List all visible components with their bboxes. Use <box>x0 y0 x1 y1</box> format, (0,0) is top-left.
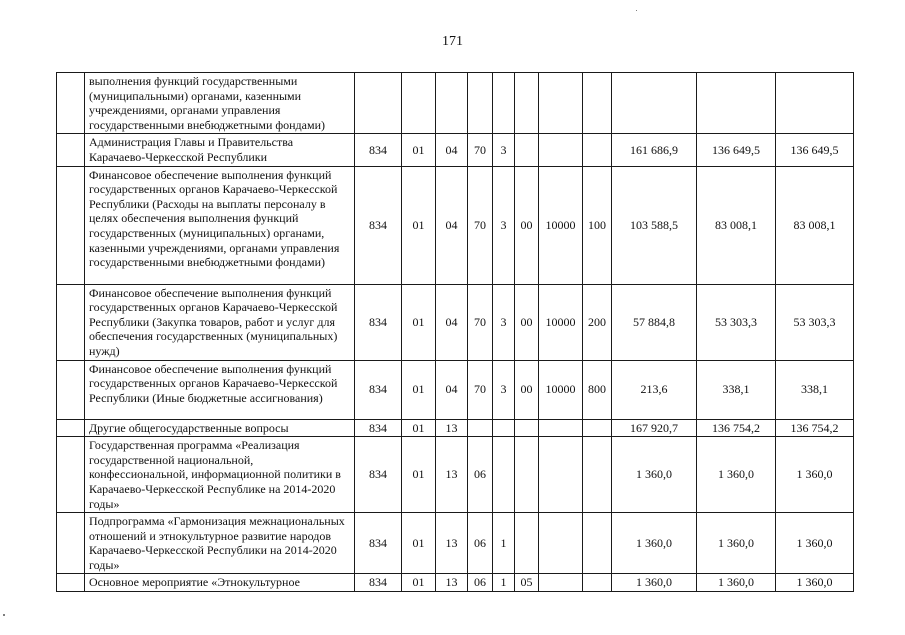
table-row <box>57 134 854 166</box>
ministry-code-cell: 834 <box>355 419 402 437</box>
page-number: 171 <box>442 34 463 49</box>
row-number-cell <box>57 419 85 437</box>
expense-type-cell <box>583 73 612 134</box>
section-cell: 01 <box>402 166 436 284</box>
expense-type-cell <box>583 513 612 574</box>
amount-year3-cell: 1 360,0 <box>776 437 854 513</box>
section-cell: 01 <box>402 419 436 437</box>
row-number-cell <box>57 166 85 284</box>
measure-cell <box>515 513 539 574</box>
program-cell: 70 <box>468 284 493 360</box>
subsection-cell <box>436 73 468 134</box>
amount-year1-cell: 167 920,7 <box>612 419 697 437</box>
table-row <box>57 437 854 513</box>
direction-cell <box>539 513 583 574</box>
direction-cell <box>539 134 583 166</box>
measure-cell: 00 <box>515 166 539 284</box>
direction-cell: 10000 <box>539 360 583 419</box>
measure-cell: 05 <box>515 574 539 592</box>
program-cell: 06 <box>468 437 493 513</box>
amount-year2-cell: 338,1 <box>697 360 776 419</box>
subprogram-cell: 3 <box>493 284 515 360</box>
amount-year2-cell: 53 303,3 <box>697 284 776 360</box>
subprogram-cell <box>493 437 515 513</box>
scan-speck <box>3 614 5 616</box>
measure-cell <box>515 73 539 134</box>
item-name-cell: Государственная программа «Реализация государственной национальной, конфессиональной, информационной политики в Карачаево-Черкесской Республике на 2014-2020 годы» <box>85 437 355 513</box>
row-number-cell <box>57 574 85 592</box>
row-number-cell <box>57 73 85 134</box>
expense-type-cell: 800 <box>583 360 612 419</box>
ministry-code-cell: 834 <box>355 166 402 284</box>
section-cell: 01 <box>402 134 436 166</box>
measure-cell: 00 <box>515 284 539 360</box>
amount-year2-cell: 136 754,2 <box>697 419 776 437</box>
amount-year1-cell: 161 686,9 <box>612 134 697 166</box>
ministry-code-cell: 834 <box>355 574 402 592</box>
amount-year3-cell: 136 754,2 <box>776 419 854 437</box>
program-cell: 70 <box>468 134 493 166</box>
direction-cell <box>539 437 583 513</box>
expense-type-cell <box>583 134 612 166</box>
amount-year1-cell: 1 360,0 <box>612 574 697 592</box>
amount-year3-cell: 338,1 <box>776 360 854 419</box>
item-name-cell: Финансовое обеспечение выполнения функций государственных органов Карачаево-Черкесской Республики (Иные бюджетные ассигнования) <box>85 360 355 419</box>
ministry-code-cell: 834 <box>355 134 402 166</box>
section-cell: 01 <box>402 284 436 360</box>
amount-year3-cell: 1 360,0 <box>776 513 854 574</box>
amount-year3-cell: 136 649,5 <box>776 134 854 166</box>
table-body <box>57 73 854 592</box>
subsection-cell: 13 <box>436 419 468 437</box>
row-number-cell <box>57 360 85 419</box>
direction-cell: 10000 <box>539 284 583 360</box>
expense-type-cell: 200 <box>583 284 612 360</box>
table-row <box>57 574 854 592</box>
subsection-cell: 13 <box>436 513 468 574</box>
program-cell: 06 <box>468 574 493 592</box>
subsection-cell: 04 <box>436 166 468 284</box>
section-cell <box>402 73 436 134</box>
ministry-code-cell <box>355 73 402 134</box>
subsection-cell: 04 <box>436 360 468 419</box>
amount-year1-cell: 1 360,0 <box>612 513 697 574</box>
program-cell <box>468 73 493 134</box>
amount-year3-cell: 1 360,0 <box>776 574 854 592</box>
budget-table <box>56 72 854 592</box>
ministry-code-cell: 834 <box>355 284 402 360</box>
subprogram-cell: 1 <box>493 574 515 592</box>
measure-cell: 00 <box>515 360 539 419</box>
direction-cell <box>539 419 583 437</box>
measure-cell <box>515 419 539 437</box>
ministry-code-cell: 834 <box>355 513 402 574</box>
amount-year1-cell: 213,6 <box>612 360 697 419</box>
amount-year2-cell: 1 360,0 <box>697 574 776 592</box>
table-row <box>57 166 854 284</box>
program-cell: 70 <box>468 360 493 419</box>
table-row <box>57 419 854 437</box>
expense-type-cell: 100 <box>583 166 612 284</box>
table-row <box>57 284 854 360</box>
row-number-cell <box>57 134 85 166</box>
amount-year3-cell: 83 008,1 <box>776 166 854 284</box>
item-name-cell: Администрация Главы и Правительства Карачаево-Черкесской Республики <box>85 134 355 166</box>
amount-year2-cell: 1 360,0 <box>697 513 776 574</box>
subsection-cell: 13 <box>436 437 468 513</box>
item-name-cell: Другие общегосударственные вопросы <box>85 419 355 437</box>
amount-year2-cell <box>697 73 776 134</box>
amount-year2-cell: 83 008,1 <box>697 166 776 284</box>
amount-year1-cell: 103 588,5 <box>612 166 697 284</box>
item-name-cell: выполнения функций государственными (муниципальными) органами, казенными учреждениями, органами управления государственными внебюджетными фондами) <box>85 73 355 134</box>
item-name-cell: Финансовое обеспечение выполнения функций государственных органов Карачаево-Черкесской Республики (Расходы на выплаты персоналу в целях обеспечения выполнения функций государственных (муниципальных) органами, казенными учреждениями, органами управления государственными внебюджетными фондами) <box>85 166 355 284</box>
subprogram-cell <box>493 73 515 134</box>
subprogram-cell: 1 <box>493 513 515 574</box>
table-row <box>57 360 854 419</box>
row-number-cell <box>57 437 85 513</box>
row-number-cell <box>57 284 85 360</box>
ministry-code-cell: 834 <box>355 360 402 419</box>
amount-year1-cell <box>612 73 697 134</box>
ministry-code-cell: 834 <box>355 437 402 513</box>
amount-year2-cell: 136 649,5 <box>697 134 776 166</box>
expense-type-cell <box>583 574 612 592</box>
section-cell: 01 <box>402 513 436 574</box>
measure-cell <box>515 437 539 513</box>
direction-cell <box>539 73 583 134</box>
item-name-cell: Финансовое обеспечение выполнения функций государственных органов Карачаево-Черкесской Республики (Закупка товаров, работ и услуг для обеспечения государственных (муниципальных) нужд) <box>85 284 355 360</box>
section-cell: 01 <box>402 437 436 513</box>
amount-year2-cell: 1 360,0 <box>697 437 776 513</box>
subprogram-cell: 3 <box>493 360 515 419</box>
direction-cell <box>539 574 583 592</box>
item-name-cell: Основное мероприятие «Этнокультурное <box>85 574 355 592</box>
subsection-cell: 13 <box>436 574 468 592</box>
subprogram-cell <box>493 419 515 437</box>
program-cell <box>468 419 493 437</box>
scan-speck <box>636 10 637 11</box>
amount-year3-cell <box>776 73 854 134</box>
program-cell: 06 <box>468 513 493 574</box>
section-cell: 01 <box>402 360 436 419</box>
expense-type-cell <box>583 419 612 437</box>
table-row <box>57 513 854 574</box>
amount-year1-cell: 57 884,8 <box>612 284 697 360</box>
section-cell: 01 <box>402 574 436 592</box>
item-name-cell: Подпрограмма «Гармонизация межнациональных отношений и этнокультурное развитие народов Карачаево-Черкесской Республики на 2014-2020 годы» <box>85 513 355 574</box>
measure-cell <box>515 134 539 166</box>
subsection-cell: 04 <box>436 284 468 360</box>
table-row <box>57 73 854 134</box>
direction-cell: 10000 <box>539 166 583 284</box>
program-cell: 70 <box>468 166 493 284</box>
subprogram-cell: 3 <box>493 134 515 166</box>
row-number-cell <box>57 513 85 574</box>
subprogram-cell: 3 <box>493 166 515 284</box>
amount-year3-cell: 53 303,3 <box>776 284 854 360</box>
subsection-cell: 04 <box>436 134 468 166</box>
expense-type-cell <box>583 437 612 513</box>
amount-year1-cell: 1 360,0 <box>612 437 697 513</box>
